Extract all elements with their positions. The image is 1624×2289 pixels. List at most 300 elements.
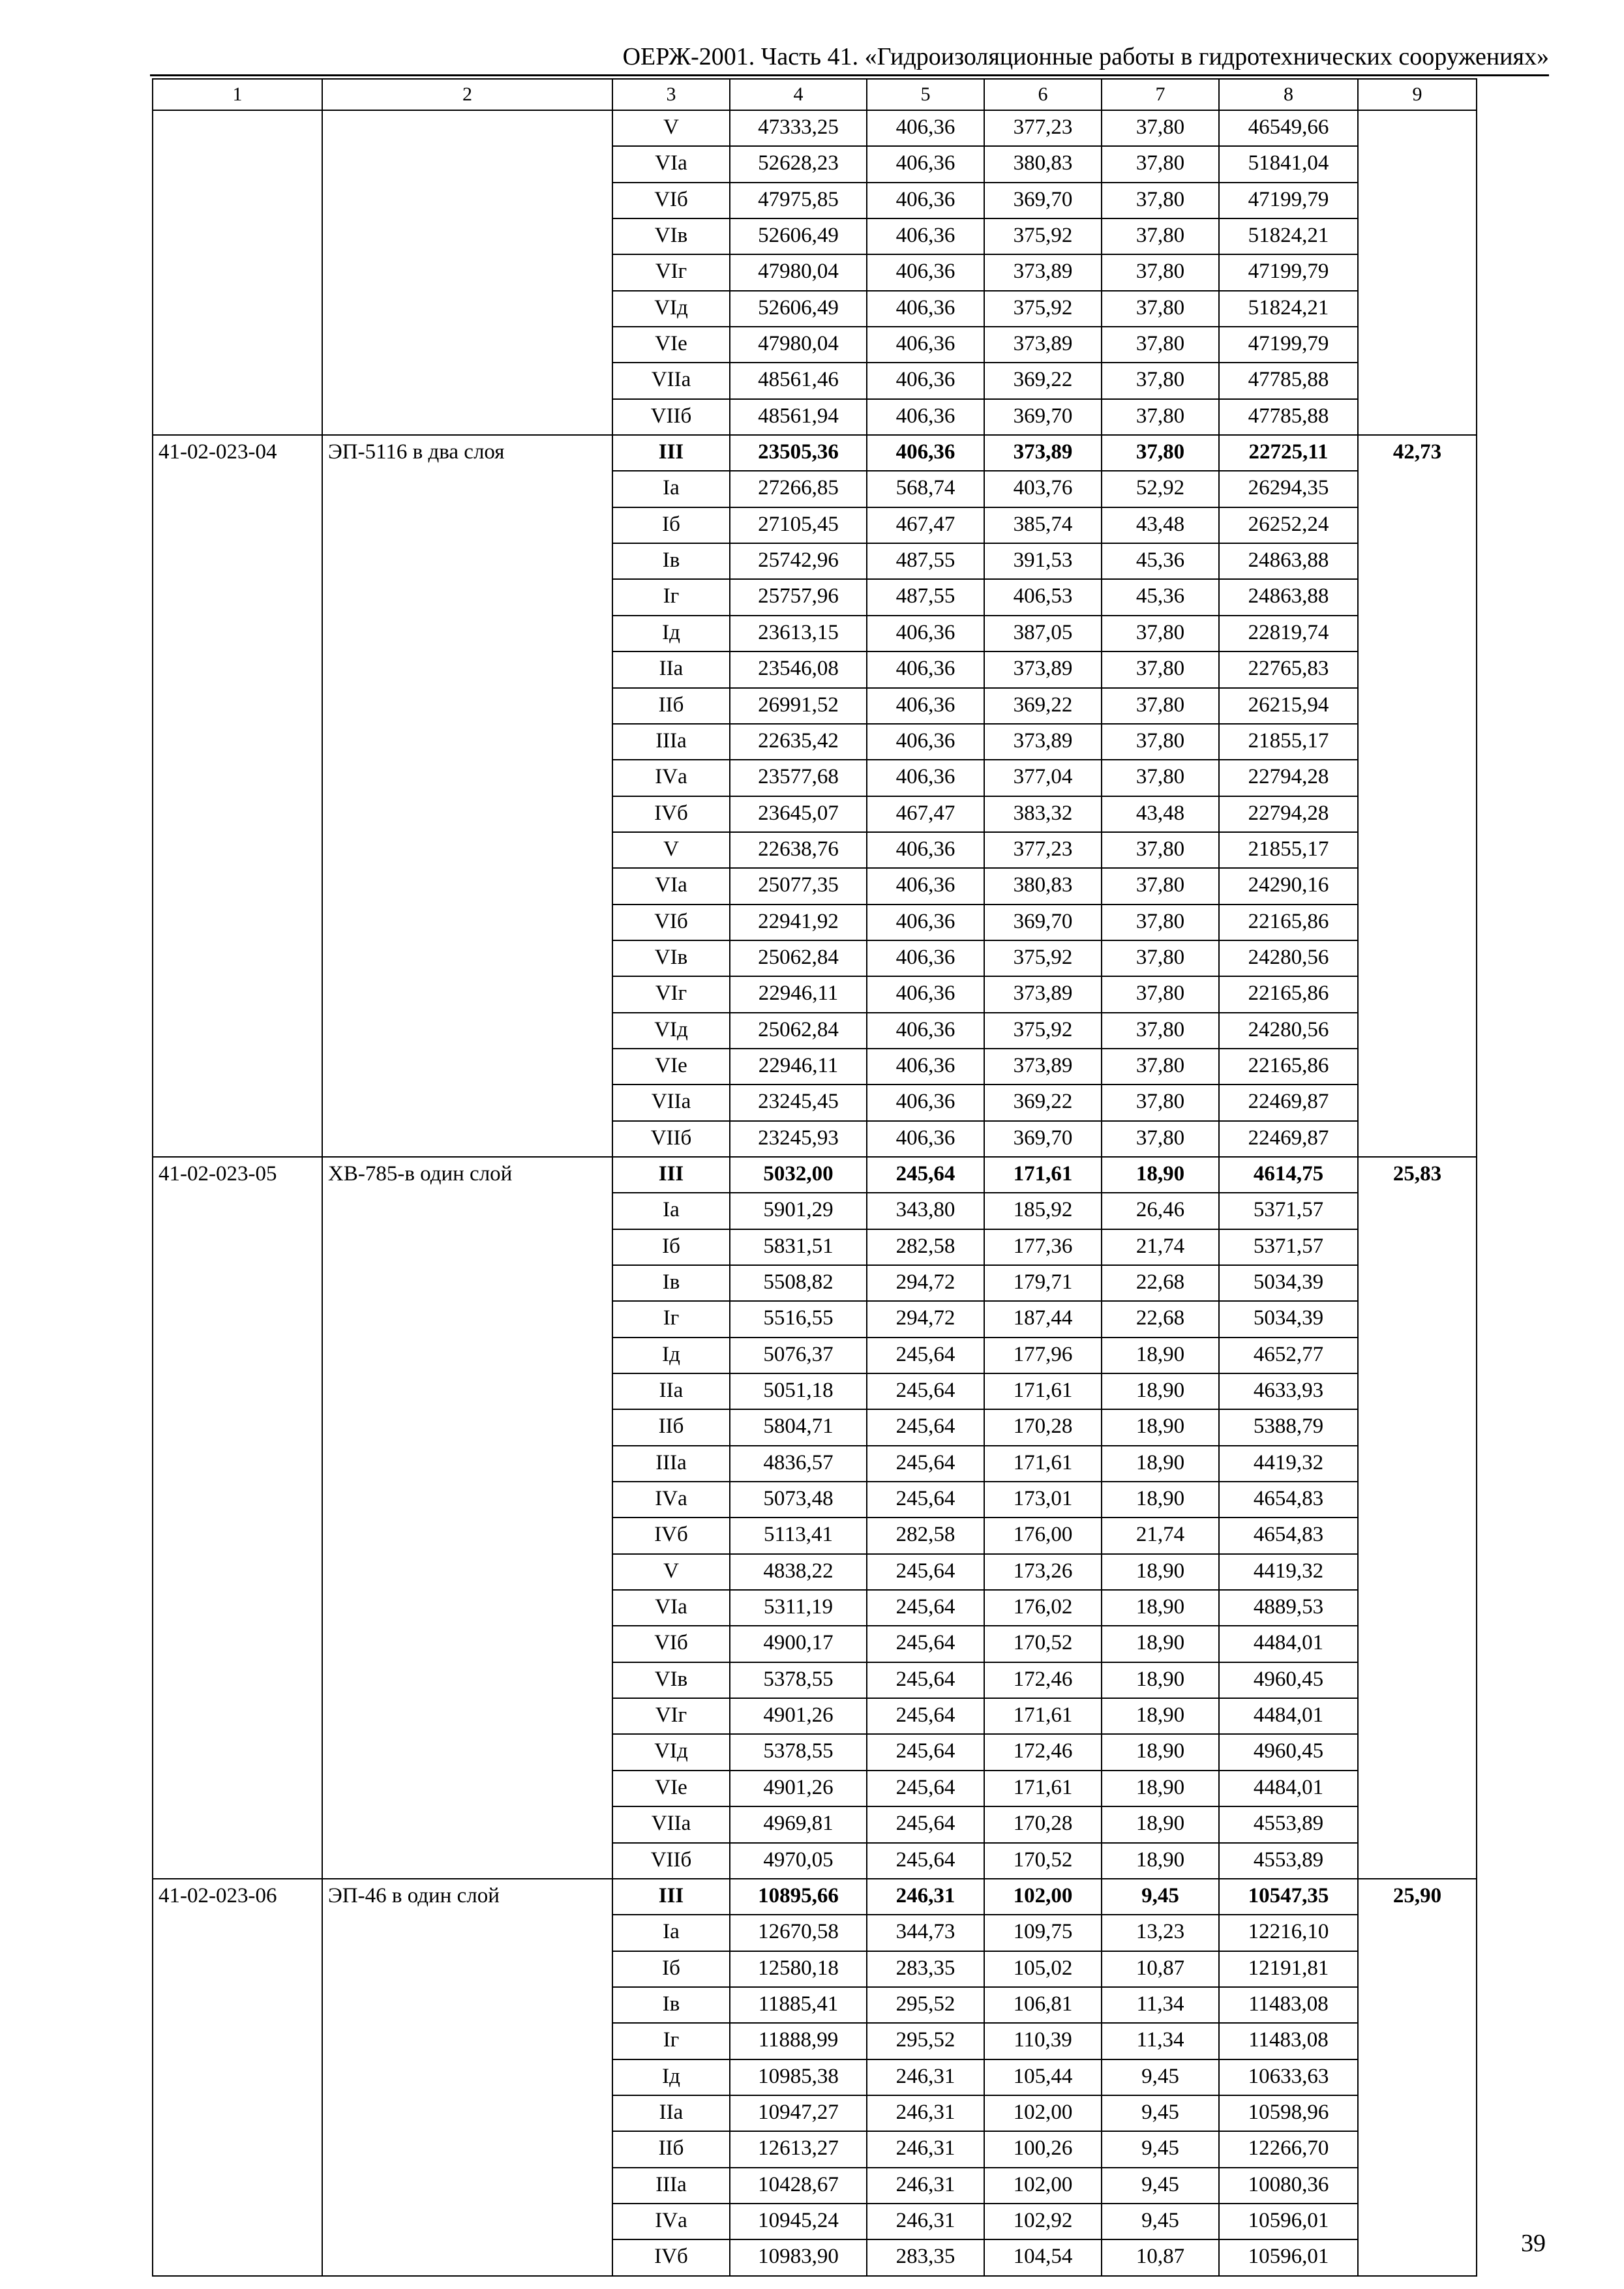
total-cost: 22635,42 [730, 724, 867, 760]
zone-index: IVб [612, 1518, 730, 1553]
zone-index: VIа [612, 146, 730, 182]
worker-wages: 406,36 [867, 435, 984, 471]
worker-wages: 245,64 [867, 1626, 984, 1662]
worker-wages: 245,64 [867, 1771, 984, 1806]
machine-cost: 177,36 [984, 1229, 1102, 1265]
materials-cost: 21855,17 [1219, 832, 1358, 868]
total-cost: 5113,41 [730, 1518, 867, 1553]
total-cost: 5508,82 [730, 1265, 867, 1301]
worker-wages: 245,64 [867, 1662, 984, 1698]
machinist-wages: 18,90 [1102, 1806, 1219, 1842]
zone-index: VIе [612, 327, 730, 363]
materials-cost: 4652,77 [1219, 1338, 1358, 1373]
header-title: ОЕРЖ-2001. Часть 41. «Гидроизоляционные работы в гидротехнических сооружениях» [622, 43, 1549, 70]
worker-wages: 406,36 [867, 399, 984, 435]
machine-cost: 170,28 [984, 1409, 1102, 1445]
worker-wages: 406,36 [867, 760, 984, 796]
machinist-wages: 18,90 [1102, 1662, 1219, 1698]
zone-index: IVа [612, 2204, 730, 2239]
zone-index: VIг [612, 976, 730, 1012]
materials-cost: 24280,56 [1219, 940, 1358, 976]
worker-wages: 467,47 [867, 507, 984, 543]
zone-index: III [612, 435, 730, 471]
machinist-wages: 22,68 [1102, 1265, 1219, 1301]
rate-code: 41-02-023-06 [153, 1879, 322, 2276]
page-number: 39 [1521, 2230, 1546, 2257]
total-cost: 10983,90 [730, 2239, 867, 2275]
worker-wages: 406,36 [867, 254, 984, 290]
machinist-wages: 37,80 [1102, 905, 1219, 940]
zone-index: VIе [612, 1771, 730, 1806]
total-cost: 23645,07 [730, 796, 867, 832]
zone-index: IIб [612, 2131, 730, 2167]
total-cost: 48561,94 [730, 399, 867, 435]
column-number: 8 [1219, 79, 1358, 110]
total-cost: 5516,55 [730, 1301, 867, 1337]
worker-wages: 245,64 [867, 1482, 984, 1518]
worker-wages: 283,35 [867, 1951, 984, 1987]
worker-wages: 343,80 [867, 1193, 984, 1229]
materials-cost: 11483,08 [1219, 2023, 1358, 2059]
zone-index: Iд [612, 2059, 730, 2095]
worker-wages: 295,52 [867, 1987, 984, 2023]
materials-cost: 4419,32 [1219, 1554, 1358, 1590]
zone-index: VIб [612, 1626, 730, 1662]
worker-wages: 294,72 [867, 1265, 984, 1301]
total-cost: 5378,55 [730, 1662, 867, 1698]
total-cost: 47975,85 [730, 183, 867, 218]
machine-cost: 375,92 [984, 1013, 1102, 1049]
total-cost: 12613,27 [730, 2131, 867, 2167]
worker-wages: 295,52 [867, 2023, 984, 2059]
total-cost: 4970,05 [730, 1843, 867, 1879]
worker-wages: 406,36 [867, 1013, 984, 1049]
materials-cost: 4614,75 [1219, 1157, 1358, 1193]
total-cost: 5076,37 [730, 1338, 867, 1373]
materials-cost: 4484,01 [1219, 1771, 1358, 1806]
total-cost: 47333,25 [730, 110, 867, 146]
machine-cost: 102,92 [984, 2204, 1102, 2239]
zone-index: VIв [612, 940, 730, 976]
materials-cost: 22765,83 [1219, 651, 1358, 687]
machine-cost: 176,00 [984, 1518, 1102, 1553]
zone-index: Iв [612, 1265, 730, 1301]
machinist-wages: 9,45 [1102, 2204, 1219, 2239]
machinist-wages: 13,23 [1102, 1915, 1219, 1951]
zone-index: IIб [612, 688, 730, 724]
machinist-wages: 37,80 [1102, 868, 1219, 904]
worker-wages: 246,31 [867, 2204, 984, 2239]
machine-cost: 373,89 [984, 651, 1102, 687]
total-cost: 25742,96 [730, 543, 867, 579]
machine-cost: 171,61 [984, 1446, 1102, 1482]
total-cost: 23505,36 [730, 435, 867, 471]
worker-wages: 406,36 [867, 363, 984, 398]
zone-index: VIа [612, 868, 730, 904]
machine-cost: 173,01 [984, 1482, 1102, 1518]
machinist-wages: 18,90 [1102, 1843, 1219, 1879]
zone-index: Iг [612, 1301, 730, 1337]
materials-cost: 51841,04 [1219, 146, 1358, 182]
materials-cost: 10547,35 [1219, 1879, 1358, 1915]
machinist-wages: 45,36 [1102, 579, 1219, 615]
materials-cost: 22165,86 [1219, 976, 1358, 1012]
machine-cost: 170,52 [984, 1626, 1102, 1662]
zone-index: IIа [612, 651, 730, 687]
rate-name: ЭП-5116 в два слоя [322, 435, 612, 1157]
machinist-wages: 37,80 [1102, 183, 1219, 218]
column-number: 7 [1102, 79, 1219, 110]
worker-wages: 406,36 [867, 218, 984, 254]
machinist-wages: 9,45 [1102, 2168, 1219, 2204]
column-number: 1 [153, 79, 322, 110]
worker-wages: 406,36 [867, 905, 984, 940]
zone-index: VIг [612, 254, 730, 290]
zone-index: V [612, 832, 730, 868]
machinist-wages: 37,80 [1102, 940, 1219, 976]
rates-table [152, 78, 1477, 2277]
machinist-wages: 18,90 [1102, 1771, 1219, 1806]
machinist-wages: 11,34 [1102, 1987, 1219, 2023]
machinist-wages: 9,45 [1102, 2131, 1219, 2167]
zone-index: Iб [612, 1951, 730, 1987]
materials-cost: 47199,79 [1219, 327, 1358, 363]
zone-index: V [612, 1554, 730, 1590]
worker-wages: 487,55 [867, 579, 984, 615]
machine-cost: 110,39 [984, 2023, 1102, 2059]
worker-wages: 568,74 [867, 471, 984, 507]
materials-cost: 10633,63 [1219, 2059, 1358, 2095]
materials-cost: 21855,17 [1219, 724, 1358, 760]
total-cost: 12580,18 [730, 1951, 867, 1987]
machine-cost: 179,71 [984, 1265, 1102, 1301]
materials-cost: 4484,01 [1219, 1626, 1358, 1662]
total-cost: 10947,27 [730, 2095, 867, 2131]
zone-index: Iа [612, 1193, 730, 1229]
machine-cost: 172,46 [984, 1734, 1102, 1770]
machine-cost: 102,00 [984, 1879, 1102, 1915]
total-cost: 25062,84 [730, 940, 867, 976]
worker-wages: 406,36 [867, 868, 984, 904]
materials-cost: 4553,89 [1219, 1843, 1358, 1879]
machine-cost: 375,92 [984, 218, 1102, 254]
materials-cost: 26252,24 [1219, 507, 1358, 543]
zone-index: VIд [612, 1013, 730, 1049]
machinist-wages: 37,80 [1102, 976, 1219, 1012]
machine-cost: 369,22 [984, 1085, 1102, 1120]
zone-index: Iб [612, 507, 730, 543]
machine-cost: 102,00 [984, 2095, 1102, 2131]
table-row [153, 110, 1477, 146]
column-number: 6 [984, 79, 1102, 110]
worker-wages: 406,36 [867, 976, 984, 1012]
zone-index: IIIа [612, 724, 730, 760]
materials-cost: 24863,88 [1219, 543, 1358, 579]
machinist-wages: 21,74 [1102, 1229, 1219, 1265]
worker-wages: 406,36 [867, 1085, 984, 1120]
worker-wages: 245,64 [867, 1554, 984, 1590]
total-cost: 5831,51 [730, 1229, 867, 1265]
machinist-wages: 37,80 [1102, 110, 1219, 146]
total-cost: 52628,23 [730, 146, 867, 182]
total-cost: 27266,85 [730, 471, 867, 507]
total-cost: 23613,15 [730, 616, 867, 651]
zone-index: Iд [612, 1338, 730, 1373]
machinist-wages: 21,74 [1102, 1518, 1219, 1553]
machinist-wages: 37,80 [1102, 832, 1219, 868]
total-cost: 48561,46 [730, 363, 867, 398]
materials-cost: 4633,93 [1219, 1373, 1358, 1409]
worker-wages: 282,58 [867, 1229, 984, 1265]
machinist-wages: 37,80 [1102, 254, 1219, 290]
materials-cost: 51824,21 [1219, 291, 1358, 327]
zone-index: VIв [612, 218, 730, 254]
zone-index: IIIа [612, 1446, 730, 1482]
total-cost: 11888,99 [730, 2023, 867, 2059]
rate-name [322, 110, 612, 435]
zone-index: Iг [612, 2023, 730, 2059]
total-cost: 4969,81 [730, 1806, 867, 1842]
materials-cost: 26215,94 [1219, 688, 1358, 724]
zone-index: VIб [612, 905, 730, 940]
machine-cost: 373,89 [984, 254, 1102, 290]
machinist-wages: 37,80 [1102, 1013, 1219, 1049]
materials-cost: 22165,86 [1219, 1049, 1358, 1085]
machinist-wages: 18,90 [1102, 1734, 1219, 1770]
materials-cost: 5371,57 [1219, 1193, 1358, 1229]
worker-wages: 406,36 [867, 651, 984, 687]
machine-cost: 377,23 [984, 832, 1102, 868]
machine-cost: 171,61 [984, 1698, 1102, 1734]
machine-cost: 385,74 [984, 507, 1102, 543]
total-cost: 25757,96 [730, 579, 867, 615]
worker-wages: 245,64 [867, 1590, 984, 1626]
materials-cost: 5371,57 [1219, 1229, 1358, 1265]
machinist-wages: 11,34 [1102, 2023, 1219, 2059]
machine-cost: 373,89 [984, 724, 1102, 760]
total-cost: 5901,29 [730, 1193, 867, 1229]
worker-wages: 406,36 [867, 940, 984, 976]
total-cost: 47980,04 [730, 254, 867, 290]
total-cost: 25062,84 [730, 1013, 867, 1049]
total-cost: 5051,18 [730, 1373, 867, 1409]
total-cost: 22941,92 [730, 905, 867, 940]
materials-cost: 12191,81 [1219, 1951, 1358, 1987]
total-cost: 5032,00 [730, 1157, 867, 1193]
worker-wages: 245,64 [867, 1338, 984, 1373]
zone-index: VIIб [612, 399, 730, 435]
machinist-wages: 18,90 [1102, 1590, 1219, 1626]
worker-wages: 246,31 [867, 2059, 984, 2095]
worker-wages: 245,64 [867, 1409, 984, 1445]
machine-cost: 377,23 [984, 110, 1102, 146]
table-row [153, 1157, 1477, 1193]
total-cost: 4838,22 [730, 1554, 867, 1590]
machinist-wages: 37,80 [1102, 327, 1219, 363]
page-header [150, 39, 1549, 76]
total-cost: 10945,24 [730, 2204, 867, 2239]
machine-cost: 170,52 [984, 1843, 1102, 1879]
labor-hours [1358, 110, 1477, 435]
total-cost: 5378,55 [730, 1734, 867, 1770]
zone-index: IIб [612, 1409, 730, 1445]
materials-cost: 5034,39 [1219, 1301, 1358, 1337]
machine-cost: 105,44 [984, 2059, 1102, 2095]
zone-index: IIа [612, 1373, 730, 1409]
machine-cost: 369,70 [984, 183, 1102, 218]
machine-cost: 177,96 [984, 1338, 1102, 1373]
machinist-wages: 37,80 [1102, 363, 1219, 398]
worker-wages: 406,36 [867, 1049, 984, 1085]
column-number: 4 [730, 79, 867, 110]
materials-cost: 47199,79 [1219, 183, 1358, 218]
worker-wages: 283,35 [867, 2239, 984, 2275]
worker-wages: 294,72 [867, 1301, 984, 1337]
total-cost: 23245,45 [730, 1085, 867, 1120]
machinist-wages: 18,90 [1102, 1554, 1219, 1590]
materials-cost: 22794,28 [1219, 760, 1358, 796]
materials-cost: 4654,83 [1219, 1482, 1358, 1518]
materials-cost: 26294,35 [1219, 471, 1358, 507]
machinist-wages: 26,46 [1102, 1193, 1219, 1229]
machine-cost: 380,83 [984, 146, 1102, 182]
machine-cost: 369,70 [984, 399, 1102, 435]
machine-cost: 172,46 [984, 1662, 1102, 1698]
total-cost: 5073,48 [730, 1482, 867, 1518]
zone-index: VIIб [612, 1121, 730, 1157]
worker-wages: 246,31 [867, 2095, 984, 2131]
total-cost: 4900,17 [730, 1626, 867, 1662]
machinist-wages: 45,36 [1102, 543, 1219, 579]
machine-cost: 106,81 [984, 1987, 1102, 2023]
worker-wages: 245,64 [867, 1698, 984, 1734]
total-cost: 23245,93 [730, 1121, 867, 1157]
worker-wages: 406,36 [867, 616, 984, 651]
machinist-wages: 37,80 [1102, 435, 1219, 471]
worker-wages: 406,36 [867, 724, 984, 760]
machinist-wages: 52,92 [1102, 471, 1219, 507]
machinist-wages: 10,87 [1102, 2239, 1219, 2275]
materials-cost: 22794,28 [1219, 796, 1358, 832]
worker-wages: 245,64 [867, 1373, 984, 1409]
machine-cost: 176,02 [984, 1590, 1102, 1626]
materials-cost: 22725,11 [1219, 435, 1358, 471]
zone-index: IVа [612, 1482, 730, 1518]
zone-index: V [612, 110, 730, 146]
worker-wages: 344,73 [867, 1915, 984, 1951]
machinist-wages: 9,45 [1102, 2095, 1219, 2131]
machine-cost: 373,89 [984, 1049, 1102, 1085]
machinist-wages: 37,80 [1102, 616, 1219, 651]
total-cost: 22946,11 [730, 976, 867, 1012]
total-cost: 25077,35 [730, 868, 867, 904]
column-number: 3 [612, 79, 730, 110]
table-body [153, 110, 1477, 2276]
zone-index: VIIб [612, 1843, 730, 1879]
total-cost: 47980,04 [730, 327, 867, 363]
machinist-wages: 22,68 [1102, 1301, 1219, 1337]
machine-cost: 100,26 [984, 2131, 1102, 2167]
zone-index: IVб [612, 796, 730, 832]
machine-cost: 387,05 [984, 616, 1102, 651]
machinist-wages: 37,80 [1102, 146, 1219, 182]
machine-cost: 383,32 [984, 796, 1102, 832]
materials-cost: 11483,08 [1219, 1987, 1358, 2023]
column-number: 9 [1358, 79, 1477, 110]
materials-cost: 4553,89 [1219, 1806, 1358, 1842]
materials-cost: 4960,45 [1219, 1662, 1358, 1698]
machine-cost: 171,61 [984, 1157, 1102, 1193]
machine-cost: 109,75 [984, 1915, 1102, 1951]
worker-wages: 406,36 [867, 327, 984, 363]
worker-wages: 467,47 [867, 796, 984, 832]
zone-index: Iв [612, 543, 730, 579]
zone-index: III [612, 1879, 730, 1915]
zone-index: VIб [612, 183, 730, 218]
zone-index: VIв [612, 1662, 730, 1698]
rate-code: 41-02-023-04 [153, 435, 322, 1157]
machine-cost: 187,44 [984, 1301, 1102, 1337]
materials-cost: 12266,70 [1219, 2131, 1358, 2167]
zone-index: IIIа [612, 2168, 730, 2204]
machinist-wages: 18,90 [1102, 1698, 1219, 1734]
materials-cost: 4419,32 [1219, 1446, 1358, 1482]
machinist-wages: 9,45 [1102, 2059, 1219, 2095]
total-cost: 4901,26 [730, 1771, 867, 1806]
machinist-wages: 37,80 [1102, 1121, 1219, 1157]
materials-cost: 10596,01 [1219, 2239, 1358, 2275]
machine-cost: 369,22 [984, 688, 1102, 724]
total-cost: 5804,71 [730, 1409, 867, 1445]
machine-cost: 375,92 [984, 291, 1102, 327]
zone-index: Iб [612, 1229, 730, 1265]
machine-cost: 373,89 [984, 435, 1102, 471]
machine-cost: 377,04 [984, 760, 1102, 796]
machine-cost: 373,89 [984, 327, 1102, 363]
materials-cost: 24863,88 [1219, 579, 1358, 615]
machinist-wages: 18,90 [1102, 1482, 1219, 1518]
total-cost: 10895,66 [730, 1879, 867, 1915]
worker-wages: 406,36 [867, 1121, 984, 1157]
machinist-wages: 18,90 [1102, 1626, 1219, 1662]
materials-cost: 22165,86 [1219, 905, 1358, 940]
machinist-wages: 37,80 [1102, 218, 1219, 254]
machinist-wages: 37,80 [1102, 724, 1219, 760]
materials-cost: 47785,88 [1219, 363, 1358, 398]
machinist-wages: 18,90 [1102, 1157, 1219, 1193]
worker-wages: 487,55 [867, 543, 984, 579]
materials-cost: 10596,01 [1219, 2204, 1358, 2239]
total-cost: 4901,26 [730, 1698, 867, 1734]
total-cost: 23577,68 [730, 760, 867, 796]
machine-cost: 373,89 [984, 976, 1102, 1012]
machinist-wages: 9,45 [1102, 1879, 1219, 1915]
labor-hours: 25,90 [1358, 1879, 1477, 2276]
zone-index: VIа [612, 1590, 730, 1626]
total-cost: 26991,52 [730, 688, 867, 724]
machine-cost: 369,22 [984, 363, 1102, 398]
materials-cost: 4484,01 [1219, 1698, 1358, 1734]
machinist-wages: 18,90 [1102, 1409, 1219, 1445]
materials-cost: 24290,16 [1219, 868, 1358, 904]
machine-cost: 185,92 [984, 1193, 1102, 1229]
materials-cost: 22819,74 [1219, 616, 1358, 651]
rate-name: ХВ-785-в один слой [322, 1157, 612, 1879]
worker-wages: 406,36 [867, 183, 984, 218]
zone-index: Iа [612, 471, 730, 507]
worker-wages: 245,64 [867, 1734, 984, 1770]
zone-index: VIIа [612, 1085, 730, 1120]
